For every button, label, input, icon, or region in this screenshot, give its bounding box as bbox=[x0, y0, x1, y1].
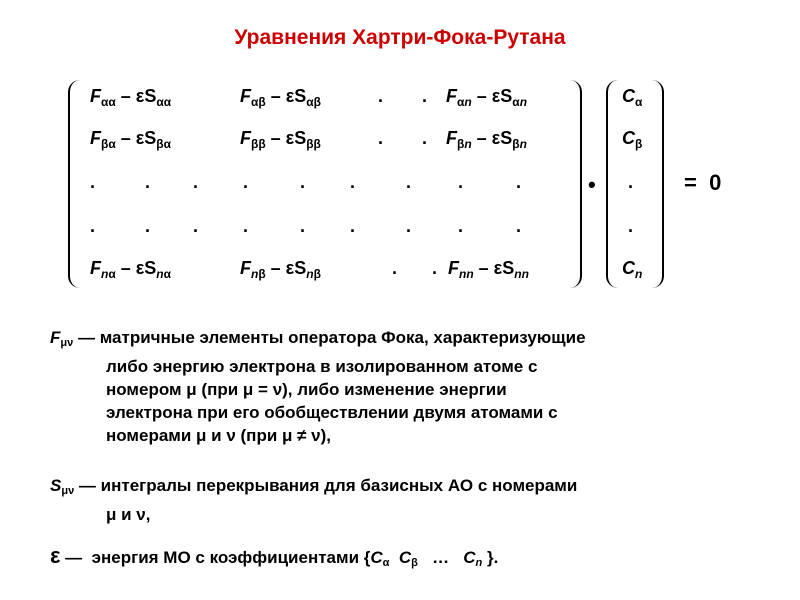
matrix-cell-r1c3: $F_{\alpha n} - \varepsilon S_{\alpha n}$ bbox=[446, 86, 528, 109]
vector-left-paren bbox=[606, 80, 620, 288]
matrix-dot: . bbox=[145, 216, 151, 236]
matrix-left-paren bbox=[68, 80, 82, 288]
matrix-dot: . bbox=[243, 216, 249, 236]
vector-dot: . bbox=[628, 216, 634, 236]
energy-description: ε — энергия МО с коэффициентами {$C_\alpha$ $C_\beta$ … $C_n$ }. bbox=[50, 543, 499, 569]
vector-dot: . bbox=[628, 172, 634, 192]
matrix-dot: . bbox=[458, 172, 464, 192]
matrix-dot: . bbox=[193, 172, 199, 192]
matrix-cell-r1c1: $F_{\alpha\alpha} - \varepsilon S_{\alpha\alpha}$ bbox=[90, 86, 172, 109]
matrix-cell-r5c1: $F_{n\alpha} - \varepsilon S_{n\alpha}$ bbox=[90, 258, 172, 281]
matrix-dot: . bbox=[378, 86, 384, 106]
matrix-dot: . bbox=[350, 172, 356, 192]
vector-right-paren bbox=[650, 80, 664, 288]
matrix-cell-r5c2: $F_{n\beta} - \varepsilon S_{n\beta}$ bbox=[240, 258, 321, 281]
multiply-operator: • bbox=[588, 172, 596, 197]
matrix-right-paren bbox=[568, 80, 582, 288]
vector-entry-1: $C_\alpha$ bbox=[622, 86, 643, 109]
vector-entry-n: $C_n$ bbox=[622, 258, 643, 281]
matrix-dot: . bbox=[350, 216, 356, 236]
matrix-dot: . bbox=[406, 172, 412, 192]
matrix-cell-r2c3: $F_{\beta n} - \varepsilon S_{\beta n}$ bbox=[446, 128, 527, 151]
matrix-dot: . bbox=[422, 86, 428, 106]
matrix-cell-r2c2: $F_{\beta\beta} - \varepsilon S_{\beta\beta}$ bbox=[240, 128, 321, 151]
matrix-dot: . bbox=[243, 172, 249, 192]
matrix-dot: . bbox=[300, 216, 306, 236]
matrix-dot: . bbox=[378, 128, 384, 148]
matrix-cell-r1c2: $F_{\alpha\beta} - \varepsilon S_{\alpha\beta}$ bbox=[240, 86, 321, 109]
matrix-dot: . bbox=[392, 258, 398, 278]
equals-zero: = 0 bbox=[684, 170, 722, 195]
matrix-dot: . bbox=[406, 216, 412, 236]
matrix-dot: . bbox=[516, 216, 522, 236]
matrix-dot: . bbox=[422, 128, 428, 148]
matrix-dot: . bbox=[432, 258, 438, 278]
page-title: Уравнения Хартри-Фока-Рутана bbox=[234, 26, 566, 49]
matrix-dot: . bbox=[90, 216, 96, 236]
matrix-cell-r5c3: $F_{nn} - \varepsilon S_{nn}$ bbox=[448, 258, 529, 281]
matrix-dot: . bbox=[193, 216, 199, 236]
matrix-dot: . bbox=[90, 172, 96, 192]
overlap-description: $S_{\mu\nu}$ — интегралы перекрывания для базисных АО с номерами μ и ν, bbox=[50, 476, 578, 524]
matrix-cell-r2c1: $F_{\beta\alpha} - \varepsilon S_{\beta\alpha}$ bbox=[90, 128, 171, 151]
matrix-dot: . bbox=[300, 172, 306, 192]
matrix-dot: . bbox=[145, 172, 151, 192]
vector-entry-2: $C_\beta$ bbox=[622, 128, 643, 151]
matrix-dot: . bbox=[458, 216, 464, 236]
fock-description: $F_{\mu\nu}$ — матричные элементы оператора Фока, характеризующие либо энергию электрона в изолированном атоме с номером μ (при μ = ν), либо изменение энергии электрона при его обобществлении двумя атомами с номерами μ и ν (при μ ≠ ν), bbox=[50, 328, 586, 445]
matrix-dot: . bbox=[516, 172, 522, 192]
